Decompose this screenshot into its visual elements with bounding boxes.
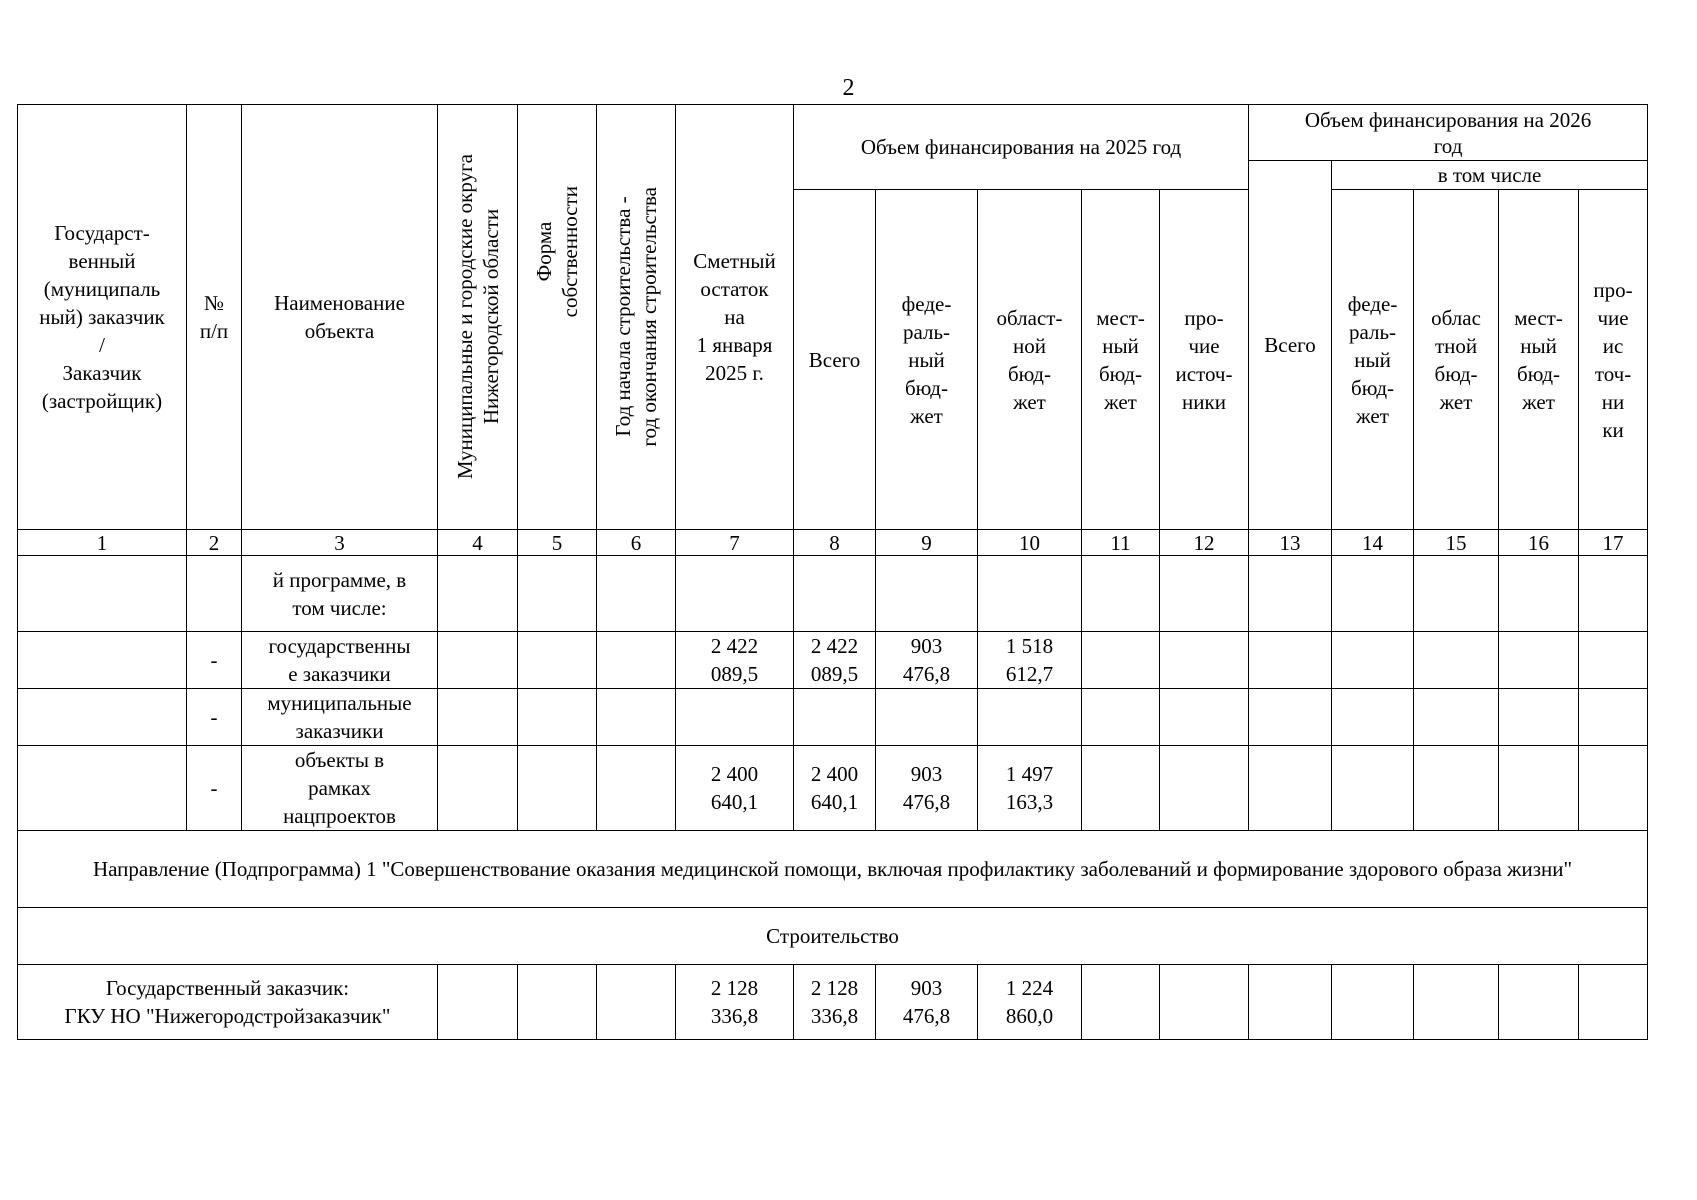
header-federal-2025: феде- раль- ный бюд- жет: [876, 190, 978, 530]
cell-estimate: 2 400 640,1: [676, 746, 794, 831]
cell-federal-2025: [876, 689, 978, 746]
cell-empty: [1160, 965, 1249, 1040]
cell-empty: [1414, 965, 1499, 1040]
cell-empty: [1579, 746, 1648, 831]
cell-empty: [1249, 689, 1332, 746]
cell-empty: [1082, 689, 1160, 746]
cell-empty: [1160, 689, 1249, 746]
cell-number: -: [187, 632, 242, 689]
cell-empty: [1332, 965, 1414, 1040]
cell-empty: [1414, 556, 1499, 632]
cell-object-name: объекты в рамках нацпроектов: [242, 746, 438, 831]
header-ownership-text: Форма собственности: [532, 186, 582, 318]
cell-federal-2025: 903 476,8: [876, 746, 978, 831]
header-other-2025: про- чие источ- ники: [1160, 190, 1249, 530]
column-number: 9: [876, 530, 978, 556]
cell-empty: [518, 746, 597, 831]
table-row: [18, 632, 1648, 689]
header-years-text: Год начала строительства - год окончания строительства: [611, 187, 661, 447]
cell-empty: [1332, 556, 1414, 632]
column-number: 6: [597, 530, 676, 556]
cell-empty: [1414, 746, 1499, 831]
cell-regional-2025: [978, 556, 1082, 632]
cell-object-name: й программе, в том числе:: [242, 556, 438, 632]
header-municipalities-text: Муниципальные и городские округа Нижегородской области: [452, 154, 503, 480]
header-including-2026: в том числе: [1332, 161, 1648, 190]
cell-regional-2025: 1 518 612,7: [978, 632, 1082, 689]
cell-empty: [1082, 746, 1160, 831]
cell-empty: [518, 965, 597, 1040]
cell-empty: [597, 632, 676, 689]
cell-empty: [1579, 689, 1648, 746]
header-funding-2025: Объем финансирования на 2025 год: [794, 105, 1249, 190]
header-estimate: Сметный остаток на 1 января 2025 г.: [676, 105, 794, 530]
cell-empty: [1249, 632, 1332, 689]
section-row: [18, 831, 1648, 908]
cell-empty: [1414, 632, 1499, 689]
cell-empty: [597, 556, 676, 632]
header-other-2026: про- чие ис точ- ни ки: [1579, 190, 1648, 530]
table-row: [18, 746, 1648, 831]
header-total-2026: Всего: [1249, 161, 1332, 530]
cell-estimate: 2 422 089,5: [676, 632, 794, 689]
cell-empty: [1249, 965, 1332, 1040]
cell-customer: [18, 632, 187, 689]
column-number: 16: [1499, 530, 1579, 556]
cell-empty: [1579, 632, 1648, 689]
cell-regional-2025: 1 224 860,0: [978, 965, 1082, 1040]
cell-empty: [1332, 689, 1414, 746]
cell-empty: [1249, 556, 1332, 632]
cell-empty: [1499, 746, 1579, 831]
cell-number: -: [187, 689, 242, 746]
cell-regional-2025: [978, 689, 1082, 746]
page-number: 2: [842, 75, 855, 101]
section-row: [18, 908, 1648, 965]
cell-empty: [438, 746, 518, 831]
cell-estimate: 2 128 336,8: [676, 965, 794, 1040]
section-direction: Направление (Подпрограмма) 1 "Совершенствование оказания медицинской помощи, включая профилактику заболеваний и формирование здорового образа жизни": [18, 831, 1648, 908]
cell-empty: [1249, 746, 1332, 831]
column-number: 1: [18, 530, 187, 556]
column-number: 12: [1160, 530, 1249, 556]
column-number: 7: [676, 530, 794, 556]
header-regional-2025: област- ной бюд- жет: [978, 190, 1082, 530]
cell-total-2025: 2 128 336,8: [794, 965, 876, 1040]
header-regional-2026: облас тной бюд- жет: [1414, 190, 1499, 530]
header-total-2025: Всего: [794, 190, 876, 530]
cell-empty: [438, 556, 518, 632]
column-number: 3: [242, 530, 438, 556]
cell-empty: [1332, 746, 1414, 831]
header-funding-2026: Объем финансирования на 2026 год: [1249, 105, 1648, 161]
cell-customer: Государственный заказчик: ГКУ НО "Нижегородстройзаказчик": [18, 965, 438, 1040]
header-federal-2026: феде- раль- ный бюд- жет: [1332, 190, 1414, 530]
cell-empty: [1160, 556, 1249, 632]
cell-total-2025: 2 422 089,5: [794, 632, 876, 689]
header-ownership: [518, 105, 597, 530]
cell-total-2025: 2 400 640,1: [794, 746, 876, 831]
header-row: [18, 105, 1648, 161]
header-municipalities: [438, 105, 518, 530]
column-number: 13: [1249, 530, 1332, 556]
cell-empty: [1332, 632, 1414, 689]
cell-empty: [597, 965, 676, 1040]
column-number: 15: [1414, 530, 1499, 556]
header-object-name: Наименование объекта: [242, 105, 438, 530]
cell-total-2025: [794, 556, 876, 632]
cell-empty: [1414, 689, 1499, 746]
cell-total-2025: [794, 689, 876, 746]
cell-number: [187, 556, 242, 632]
cell-empty: [597, 689, 676, 746]
cell-customer: [18, 746, 187, 831]
financing-table: [17, 104, 1648, 1040]
column-number: 10: [978, 530, 1082, 556]
header-local-2026: мест- ный бюд- жет: [1499, 190, 1579, 530]
cell-empty: [1579, 556, 1648, 632]
cell-empty: [597, 746, 676, 831]
column-number: 4: [438, 530, 518, 556]
cell-empty: [1082, 556, 1160, 632]
cell-empty: [1082, 965, 1160, 1040]
cell-estimate: [676, 689, 794, 746]
cell-empty: [1499, 556, 1579, 632]
column-number: 2: [187, 530, 242, 556]
header-customer: Государст- венный (муниципаль ный) заказчик / Заказчик (застройщик): [18, 105, 187, 530]
header-years: [597, 105, 676, 530]
cell-object-name: государственны е заказчики: [242, 632, 438, 689]
cell-federal-2025: [876, 556, 978, 632]
cell-empty: [518, 632, 597, 689]
column-numbers-row: [18, 530, 1648, 556]
cell-federal-2025: 903 476,8: [876, 632, 978, 689]
cell-empty: [518, 556, 597, 632]
cell-empty: [438, 689, 518, 746]
cell-empty: [438, 632, 518, 689]
cell-empty: [1160, 746, 1249, 831]
cell-empty: [1499, 965, 1579, 1040]
cell-object-name: муниципальные заказчики: [242, 689, 438, 746]
cell-estimate: [676, 556, 794, 632]
column-number: 14: [1332, 530, 1414, 556]
table-row: [18, 965, 1648, 1040]
cell-empty: [1160, 632, 1249, 689]
cell-customer: [18, 689, 187, 746]
cell-regional-2025: 1 497 163,3: [978, 746, 1082, 831]
cell-empty: [1082, 632, 1160, 689]
column-number: 11: [1082, 530, 1160, 556]
cell-empty: [1579, 965, 1648, 1040]
table-row: [18, 556, 1648, 632]
cell-customer: [18, 556, 187, 632]
header-local-2025: мест- ный бюд- жет: [1082, 190, 1160, 530]
cell-number: -: [187, 746, 242, 831]
column-number: 5: [518, 530, 597, 556]
header-number: № п/п: [187, 105, 242, 530]
cell-empty: [1499, 689, 1579, 746]
section-construction: Строительство: [18, 908, 1648, 965]
column-number: 17: [1579, 530, 1648, 556]
cell-empty: [518, 689, 597, 746]
column-number: 8: [794, 530, 876, 556]
cell-federal-2025: 903 476,8: [876, 965, 978, 1040]
cell-empty: [438, 965, 518, 1040]
table-row: [18, 689, 1648, 746]
cell-empty: [1499, 632, 1579, 689]
